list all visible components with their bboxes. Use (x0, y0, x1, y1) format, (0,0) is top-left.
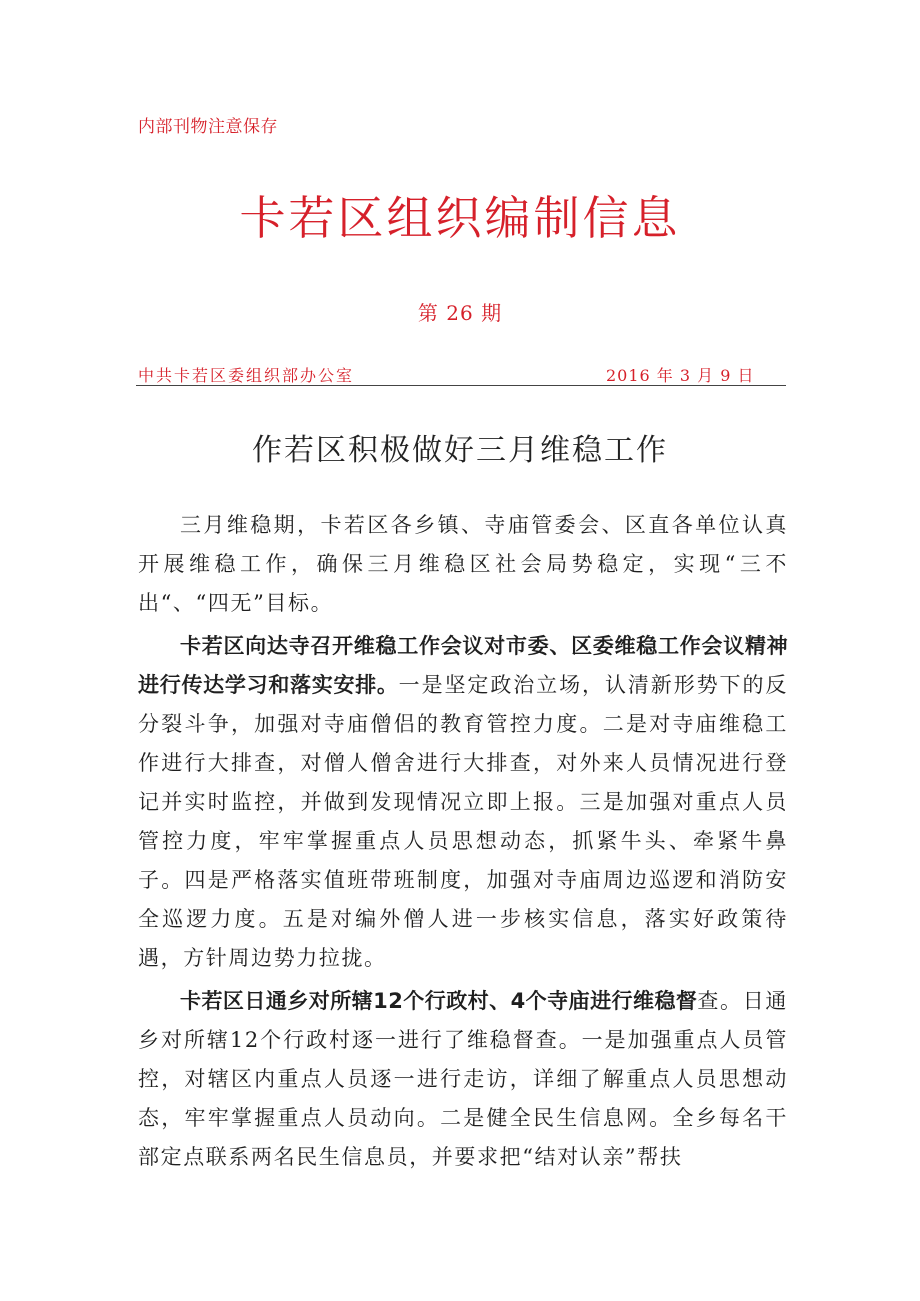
header-divider (136, 385, 786, 386)
article-body (138, 506, 788, 1181)
issuing-office: 中共卡若区委组织部办公室 (138, 366, 355, 385)
issue-number: 第 26 期 (417, 301, 503, 325)
article-title: 作若区积极做好三月维稳工作 (252, 433, 668, 468)
internal-publication-notice: 内部刊物注意保存 (138, 117, 278, 137)
section-paragraph-1 (138, 627, 788, 978)
section-body-1: 一是坚定政治立场，认清新形势下的反分裂斗争，加强对寺庙僧侣的教育管控力度。二是对寺庙维稳工作进行大排查，对僧人僧舍进行大排查，对外来人员情况进行登记并实时监控，并做到发现情况立即上报。三是加强对重点人员管控力度，牢牢掌握重点人员思想动态，抓紧牛头、牵紧牛鼻子。四是严格落实值班带班制度，加强对寺庙周边巡逻和消防安全巡逻力度。五是对编外僧人进一步核实信息，落实好政策待遇，方针周边势力拉拢。 (138, 673, 788, 970)
section-body-2: 查。日通乡对所辖12个行政村逐一进行了维稳督查。一是加强重点人员管控，对辖区内重点人员逐一进行走访，详细了解重点人员思想动态，牢牢掌握重点人员动向。二是健全民生信息网。全乡每名干部定点联系两名民生信息员，并要求把“结对认亲”帮扶 (138, 989, 788, 1169)
section-paragraph-2 (138, 982, 788, 1177)
section-heading-2: 卡若区日通乡对所辖12个行政村、4个寺庙进行维稳督 (180, 989, 698, 1013)
masthead-title: 卡若区组织编制信息 (239, 191, 681, 245)
section-heading-1: 卡若区向达寺召开维稳工作会议对市委、区委维稳工作会议精神进行传达学习和落实安排。 (138, 634, 788, 697)
publication-date: 2016 年 3 月 9 日 (606, 366, 755, 385)
intro-paragraph: 三月维稳期，卡若区各乡镇、寺庙管委会、区直各单位认真开展维稳工作，确保三月维稳区社会局势稳定，实现“三不出“、“四无”目标。 (138, 513, 788, 615)
